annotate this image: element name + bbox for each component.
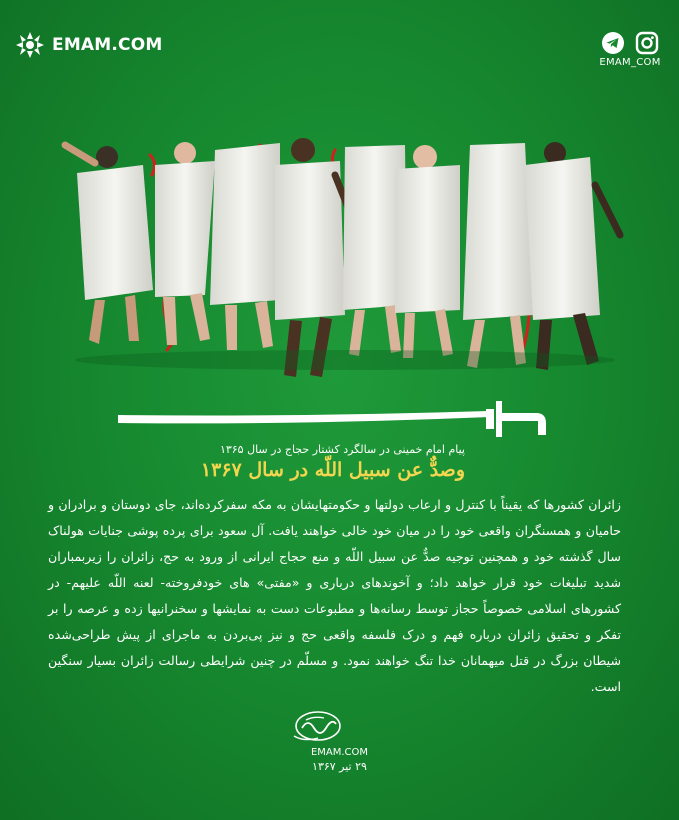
figure-1 — [65, 145, 153, 344]
figure-7 — [463, 143, 533, 368]
message-subtitle: پیام امام خمینی در سالگرد کشتار حجاج در سال ۱۳۶۵ — [219, 443, 465, 456]
social-links — [599, 31, 661, 68]
logo-text: EMAM.COM — [52, 35, 163, 55]
figure-3 — [210, 143, 280, 350]
message-title: وصدٌّ عن سبیل اللّه در سال ۱۳۶۷ — [200, 459, 465, 481]
figure-6 — [395, 145, 460, 358]
footer-date: ۲۹ تیر ۱۳۶۷ — [312, 760, 367, 773]
logo-emblem-icon — [12, 30, 48, 60]
footer-site[interactable]: EMAM.COM — [310, 747, 369, 758]
sword-graphic — [118, 395, 548, 445]
social-handle: EMAM_COM — [599, 57, 661, 68]
figure-4 — [275, 138, 355, 377]
message-body: زائران کشورها که یقیناً با کنترل و ارعاب دولتها و حکومتهایشان به مکه سفرکرده‌اند، جای دوستان و برادران و حامیان و همسنگران واقعی خود را در میان خود خالی خواهند یافت. آل سعود برای پرده پوشی جنایات هولناک سال گذشته خود و همچنین توجیه صدٌّ عن سبیل اللّه و منع حجاج ایرانی از ورود به حج، زائران را زیربمباران شدید تبلیغات خود قرار خواهد داد؛ و آخوندهای درباری و «مفتی» های خودفروخته- لعنه اللّه علیهم- در کشورهای اسلامی خصوصاً حجاز توسط رسانه‌ها و مطبوعات دست به نمایشها و سخنرانیها زده و عرصه را بر تفکر و تحقیق زائران درباره فهم و درک فلسفه واقعی حج و نیز پی‌بردن به ماجرای از پیش طراحی‌شده شیطان بزرگ در قتل میهمانان خدا تنگ خواهند نمود. و مسلّم در چنین شرایطی رسالت زائران بسیار سنگین است. — [48, 497, 621, 694]
signature-stamp — [288, 706, 348, 746]
telegram-icon[interactable] — [601, 31, 625, 55]
instagram-icon[interactable] — [635, 31, 659, 55]
pilgrims-photo — [55, 125, 630, 385]
figure-8 — [525, 142, 620, 370]
site-logo[interactable] — [12, 30, 163, 60]
